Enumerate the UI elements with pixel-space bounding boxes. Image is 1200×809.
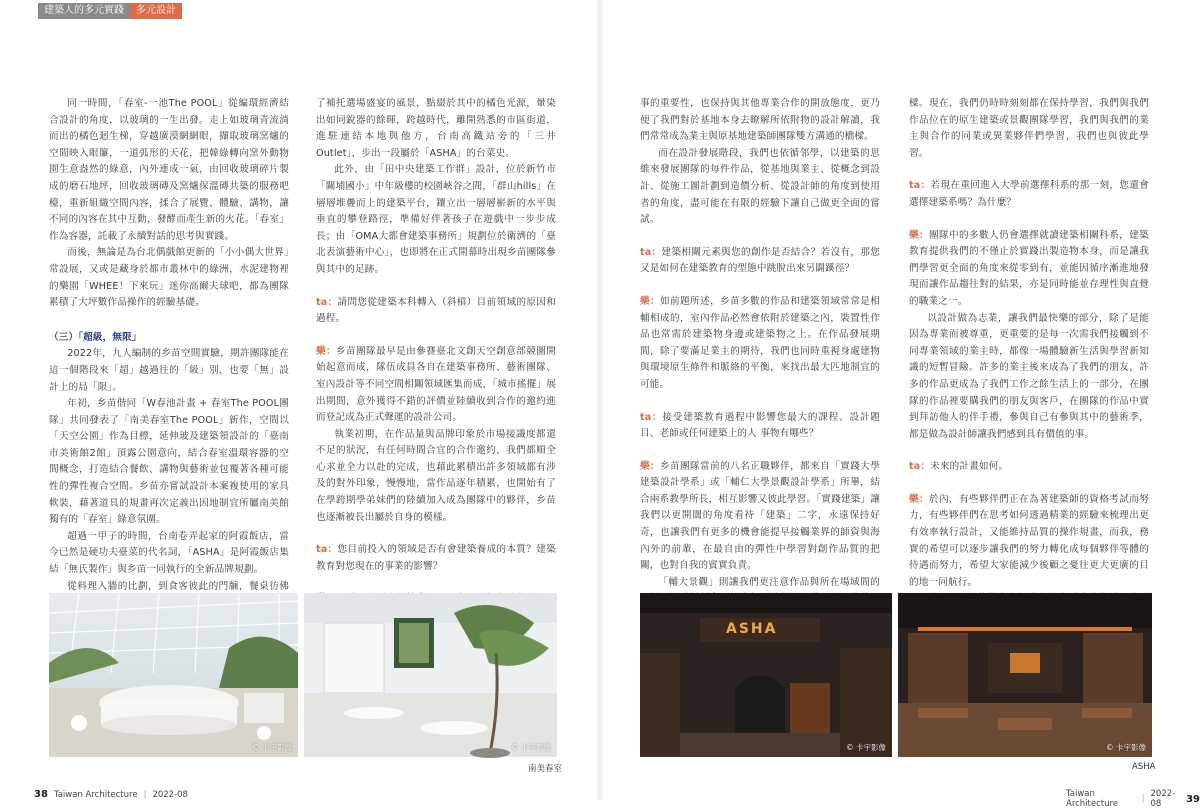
paragraph-gap: [316, 328, 556, 344]
left-page: [0, 0, 600, 800]
section-title: 建築人的多元實踐: [38, 3, 130, 19]
interviewer-label: ta：: [316, 296, 338, 308]
section-heading: （三）「超級，無限」: [49, 331, 142, 343]
body-paragraph: 同一時間，「春室-一池The POOL」從編環經濟結合設計的角度，以玻璃的一生出發。走上如玻璃青流淌而出的橘色迴生梯，穿越廣漠網網眼，擷取玻璃窯爐的空間映入眼簾，一道弧形的天花，把韓綠轉向窯外動物園生意盎然的綠意，內外連成一氣，由回收玻璃碎片製成的磨石地坪，回收玻璃磚及窯爐保溫磚共築的服務吧檯，重新組織空間內容，揉合了展覽、體驗、講物，讓不同的內容在其中互動，發酵而產生新的火花。「春室」作為容器，託載了永續對話的思考與實踐。: [49, 98, 289, 242]
publication-name-left: Taiwan Architecture: [53, 789, 138, 800]
atrium-illustration: [49, 593, 298, 757]
page-number-left: 38: [34, 789, 48, 800]
interviewer-label: ta：: [909, 180, 931, 192]
photo-the-pool-interior: [304, 593, 557, 757]
page-number-right: 39: [1186, 793, 1200, 805]
paragraph-gap: [49, 312, 289, 328]
publication-name-right: Taiwan Architecture: [1066, 789, 1119, 809]
issue-date-left: 2022-08: [152, 789, 188, 800]
interview-question: [909, 178, 1149, 211]
interview-text: 您目前投入的領域是否有會建築養成的本質？建築教育對您現在的事業的影響？: [316, 544, 556, 572]
interview-text: 請問您從建築本科轉入（斜槓）目前領域的原因和過程。: [316, 296, 556, 325]
asha-sign: ASHA: [726, 621, 778, 637]
photo-credit: © 卡宇影像: [1106, 743, 1146, 752]
respondent-label: 樂：: [316, 345, 337, 357]
interviewer-label: ta：: [640, 411, 663, 423]
photo-asha-entrance: [640, 593, 892, 757]
body-paragraph: 了補托選場盛宴的風景，點綴於其中的橘色光源，暈染出如同銳器的餘暉，跨越時代，離開熟悉的市區街道，進駐連結本地與他方，台南高鐵站旁的「三井Outlet」，步出一段屬於「ASHA」的台菜史。: [316, 98, 556, 159]
paragraph-gap: [909, 443, 1149, 459]
paragraph-gap: [640, 278, 880, 294]
asha-dining-illustration: [898, 593, 1152, 757]
body-paragraph: 而在設計發展階段，我們也依循邻學，以建築的思維來發展團隊的每件作品，從基地與業主、從概念到設計、從施工圖計劃到造價分析、從設計師的角度到使用者的角度，盡可能在有限的經驗下讓自己做更全面的嘗試。: [640, 147, 880, 226]
interview-text: 接受建築教育過程中影響您最大的課程、設計題目、老師或任何建築上的人 事物有哪些？: [640, 411, 880, 440]
interview-text: 若現在重回進入大學前選擇科系的那一刻，您還會選擇建築系嗎？為什麼？: [909, 180, 1149, 208]
interview-question: [640, 245, 880, 278]
interview-text: 團隊中的多數人仍會選擇就讀建築相關科系，建築教育提供我們的不僅止於實踐出製造物本身，而是讓我們學習更全面的角度來從零到有，並能因循序漸進地發現而讓作品趨往對的結果，亦是同時能並存理性與直覺的職業之一。: [909, 229, 1149, 307]
respondent-label: 樂：: [640, 460, 661, 472]
right-folio: [1066, 789, 1200, 809]
photo-credit: © 卡宇影像: [252, 743, 292, 752]
interview-question: [909, 459, 1149, 476]
paragraph-gap: [640, 443, 880, 459]
folio-separator: |: [143, 789, 147, 800]
interview-text: 乡苗團隊最早是由參賽臺北文創天空創意部競圖開始起意而成，隊伍成員各自在建築事務所、藝術團隊、室內設計等不同空間相關領域匯集而成，「城市搖擺」展出期間，意外獲得不錯的評價並陸續收到合作的邀約進而登記成為正式聲運的設計公司。: [316, 345, 556, 424]
body-paragraph: 從料理入牆的比劃，到食客彼此的門牖，餐桌彷佛: [67, 580, 289, 592]
paragraph-gap: [909, 212, 1149, 228]
body-paragraph: 2022年，九人編制的乡苗空間實驗，期許團隊能在這一個階段來「超」越過往的「級」別，也要「無」設計上的局「限」。: [49, 348, 289, 393]
respondent-label: 樂：: [909, 229, 930, 241]
issue-date-right: 2022-08: [1150, 789, 1176, 809]
interview-text: 如前題所述，乡苗多數的作品和建築領域常常是相輔相成的，室內作品必然會依附於建築之內，裝置性作品也常需於建築物身邊或建築物之上。在作品發展期間，除了要滿足業主的期待，我們也同時重視身處建物與環境原生條件和脈絡的平衡，來找出最大匹地制宜的可能。: [640, 295, 880, 390]
interview-text: 乡苗團隊當前的八名正職夥伴，都來自「實踐大學建築設計學系」或「輔仁大學景觀設計學系」所畢，結合兩系教學所長，相互影響又彼此學習。「實踐建築」讓我們以更開闊的角度看待「建築」二字，永遠保持好奇，也讓我們有更多的機會能提早接觸業界的師資與海內外的前輩，在最自由的彈性中學習對創作品質的把關，也對自我的賓實負責。: [640, 460, 880, 572]
photo-credit: © 卡宇影像: [511, 743, 551, 752]
right-page: [600, 0, 1200, 809]
paragraph-gap: [316, 279, 556, 295]
photo-caption-the-pool: 南美春室: [528, 764, 563, 774]
text-column-1: [49, 96, 289, 628]
left-folio: [34, 789, 188, 800]
interview-text: 於內，有些夥伴們正在為著建築師的資格考試而努力，有些夥伴們在思考如何透過精業的經驗來梳理出更有效率執行設計，又能維持品質的操作規畫，而我，務實的希望可以逐步讓我們的努力轉化成每個夥伴等體的待遇而努力，希望大家能減少後顧之憂往更大更廣的目的地一同航行。: [909, 493, 1149, 588]
photo-caption-asha: ASHA: [1132, 762, 1156, 772]
page-gutter: [596, 0, 604, 800]
paragraph-gap: [640, 229, 880, 245]
section-tag: 多元設計: [130, 3, 182, 19]
interviewer-label: ta：: [909, 461, 931, 473]
photo-asha-dining: [898, 593, 1152, 757]
body-paragraph: 年初，乡苗偕同「W春池計畫 + 春室The POOL團隊」共同發表了「南美春室The POOL」新作，空間以「天空公園」作為目標，延伸玻及建築領設計的「臺南市美術館2館」頂露公園意向，結合春室溫環容器的空間概念，打造結合餐飲、講物與藝術並包覆著各種可能性的彈性複合空間。乡苗亦嘗試設計本案複使用的家具軟裝，藉著道具的規畫再次定義出因地制宜所屬南美館獨有的「春室」綠意氛圍。: [49, 398, 289, 526]
body-paragraph: 執業初期，在作品量與品牌印象於市場接識度都還不足的狀況，有任何時間合宜的合作邀約，我們都順全心求並全力以赴的完成，也藉此累積出許多領域都有涉及的對外印象，慢慢地，當作品逐年積累，也開始有了在學跨期學弟妹們的陸續加入成為團隊中的夥伴，乡苗也逐漸被長出屬於自身的模樣。: [316, 428, 556, 523]
interview-question: [316, 295, 556, 328]
paragraph-gap: [909, 476, 1149, 492]
text-column-3: [640, 96, 880, 641]
interview-answer: [640, 459, 880, 575]
interview-question: [640, 410, 880, 443]
respondent-label: 樂：: [640, 295, 661, 307]
photo-the-pool-atrium: [49, 593, 298, 757]
paragraph-gap: [640, 394, 880, 410]
body-paragraph: 以設計做為志業，讓我們最快樂的部分，除了是能因為專業而被尊重，更重要的是每一次需我們接觸到不同專業領域的業主時，都像一場體驗新生活與學習新知識的短暫冒險。許多的業主後來成為了我們的朋友，許多的作品更成為了我們工作之餘生活上的一部分，在團隊的作品裡要購我們的朋友與客戶，在團隊的作品中實到拜訪他人的伴手禮，參與自己有參與其中的藝術季，都是做為設計師讓我們感到具有價值的事。: [909, 312, 1149, 440]
paragraph-gap: [316, 575, 556, 591]
body-paragraph: 而後，無論是為台北偶戲館更新的「小小偶大世界」常設展，又或是藏身於都市叢林中的綠洲，水泥建物裡的樂園「WHEE！下來玩」迷你高爾夫球吧，都為團隊累積了大坪數作品操作的經驗基礎。: [49, 247, 289, 309]
interview-text: 建築相關元素與您的創作是否結合？若沒有，那您又是如何在建築教育的型態中跳脫出來另闢蹊徑？: [640, 246, 880, 275]
body-paragraph: 「輔大景觀」則讓我們更注意作品與所在場域間的: [658, 576, 880, 588]
folio-separator: |: [1141, 794, 1145, 804]
interview-question: [316, 542, 556, 575]
interview-answer: [640, 294, 880, 394]
respondent-label: 樂：: [909, 493, 930, 505]
paragraph-gap: [909, 162, 1149, 178]
body-paragraph: 超過一甲子的時間，台南卷弄起家的阿霞飯店，當今已然是硬功夫臺菜的代名詞，「ASHA」是阿霞飯店集結「無氏製作」與乡苗一同執行的全新品牌規劃。: [49, 530, 289, 576]
interview-answer: [909, 228, 1149, 311]
text-column-2: [316, 96, 556, 641]
interior-illustration: [304, 593, 557, 757]
interview-answer: [909, 492, 1149, 592]
asha-entrance-illustration: [640, 593, 892, 757]
paragraph-gap: [316, 526, 556, 542]
text-column-4: [909, 96, 1149, 658]
section-header: [38, 3, 182, 19]
interview-text: 未來的計畫如何。: [930, 461, 1009, 473]
body-paragraph: 事的重要性，也保持與其他專業合作的開放態度，更乃便了我們對於基地本身去瞭解所依附物的設計解讀，我們常常成為業主與原基地建築師團隊雙方溝通的橋樑。: [640, 98, 880, 143]
body-paragraph: 此外，由「田中央建築工作群」設計，位於新竹市「關埔國小」中年級樓的校園峽谷之間，「群山hills」在層層堆疊而上的建築平台，鑲立出一層層嶄新的水平與垂直的攀登路徑，準備好伴著孩子在遊戲中一步步成長；由「OMA大都會建築事務所」規劃位於衛濟的「臺北表演藝術中心」，也即將在正式開幕時出現乡苗團隊參與其中的足跡。: [316, 164, 556, 275]
interviewer-label: ta：: [316, 544, 338, 556]
interview-answer: [316, 344, 556, 427]
photo-credit: © 卡宇影像: [846, 743, 886, 752]
interviewer-label: ta：: [640, 246, 662, 258]
body-paragraph: 樑。現在，我們仍時時刻刻都在保持學習，我們與我們作品位在的原生建築或景觀團隊學習，我們與我們的業主與合作的同業或異業夥伴們學習，我們也與彼此學習。: [909, 98, 1149, 159]
